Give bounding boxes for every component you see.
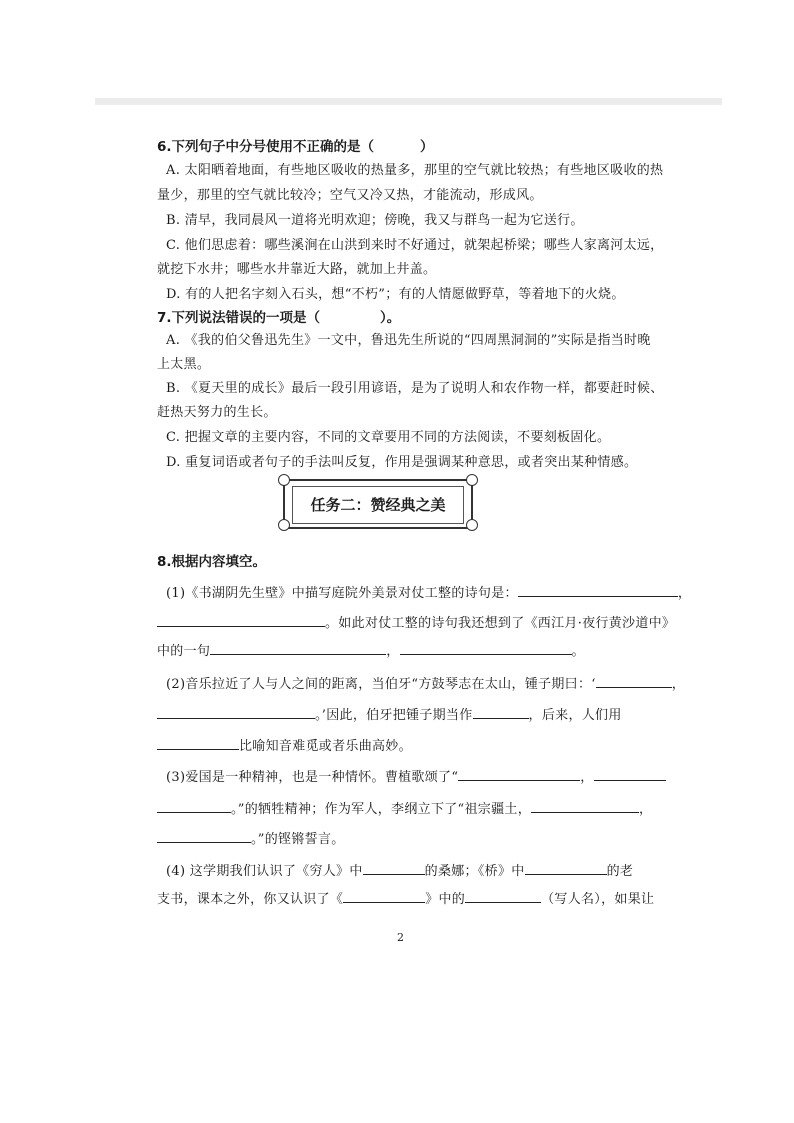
q6-option-c-line1: C. 他们思虑着：哪些溪涧在山洪到来时不好通过，就架起桥梁；哪些人家离河太远， — [166, 238, 664, 253]
task2-title: 任务二：赞经典之美 — [310, 496, 446, 514]
q8-part2-line3: 比喻知音难觅或者乐曲高妙。 — [157, 735, 412, 754]
q8-part3-line3: 。”的铿锵誓言。 — [157, 828, 345, 847]
q6-option-d: D. 有的人把名字刻入石头，想“不朽”；有的人情愿做野草，等着地下的火烧。 — [166, 287, 625, 302]
top-bar — [95, 98, 722, 105]
q8-part2-line2: 。’因此，伯牙把锺子期当作 ，后来，人们用 — [157, 704, 622, 723]
page-number: 2 — [397, 931, 404, 944]
q8-part1-line1: (1)《书湖阴先生壁》中描写庭院外美景对仗工整的诗句是： ， — [166, 586, 692, 601]
q7-option-a-line1: A. 《我的伯父鲁迅先生》一文中，鲁迅先生所说的“四周黑洞洞的”实际是指当时晚 — [166, 333, 651, 348]
q6-option-b: B. 清早，我同晨风一道将光明欢迎；傍晚，我又与群鸟一起为它送行。 — [166, 213, 584, 228]
q8-title: 8.根据内容填空。 — [157, 554, 267, 570]
q7-option-b-line1: B. 《夏天里的成长》最后一段引用谚语，是为了说明人和农作物一样，都要赶时候、 — [166, 381, 664, 396]
q6-title: 6.下列句子中分号使用不正确的是（ ） — [157, 139, 434, 155]
q8-part4-line1: (4) 这学期我们认识了《穷人》中 的桑娜；《桥》中 的老 — [166, 864, 634, 879]
q8-part1-line3: 中的一句 ， 。 — [157, 644, 585, 659]
q6-option-a-line1: A. 太阳晒着地面，有些地区吸收的热量多，那里的空气就比较热；有些地区吸收的热 — [166, 163, 664, 178]
q7-option-a-line2: 上太黑。 — [157, 357, 211, 372]
q8-part2-line1: (2)音乐拉近了人与人之间的距离，当伯牙“方鼓琴志在太山，锺子期曰：‘ ， — [166, 677, 686, 692]
scroll-curl-top-right — [466, 474, 478, 486]
q8-part4-line2: 支书，课本之外，你又认识了《 》中的 （写人名），如果让 — [157, 892, 655, 907]
q6-option-c-line2: 就挖下水井；哪些水井靠近大路，就加上井盖。 — [157, 262, 437, 277]
scroll-curl-bottom-right — [466, 519, 478, 531]
q8-part3-line2: 。”的牺牲精神；作为军人，李纲立下了“祖宗疆土， ， — [157, 798, 652, 817]
q6-option-a-line2: 量少，那里的空气就比较冷；空气又冷又热，才能流动，形成风。 — [157, 188, 543, 203]
q7-option-b-line2: 赶热天努力的生长。 — [157, 405, 277, 420]
q8-part1-line2: 。如此对仗工整的诗句我还想到了《西江月·夜行黄沙道中》 — [157, 612, 675, 631]
q8-part3-line1: (3)爱国是一种精神，也是一种情怀。曹植歌颂了“ ， — [166, 766, 666, 785]
scroll-curl-bottom-left — [278, 519, 290, 531]
q7-option-c: C. 把握文章的主要内容，不同的文章要用不同的方法阅读，不要刻板固化。 — [166, 430, 611, 445]
scroll-curl-top-left — [278, 474, 290, 486]
q7-option-d: D. 重复词语或者句子的手法叫反复，作用是强调某种意思，或者突出某种情感。 — [166, 455, 638, 470]
q7-title: 7.下列说法错误的一项是（ ）。 — [157, 310, 401, 326]
